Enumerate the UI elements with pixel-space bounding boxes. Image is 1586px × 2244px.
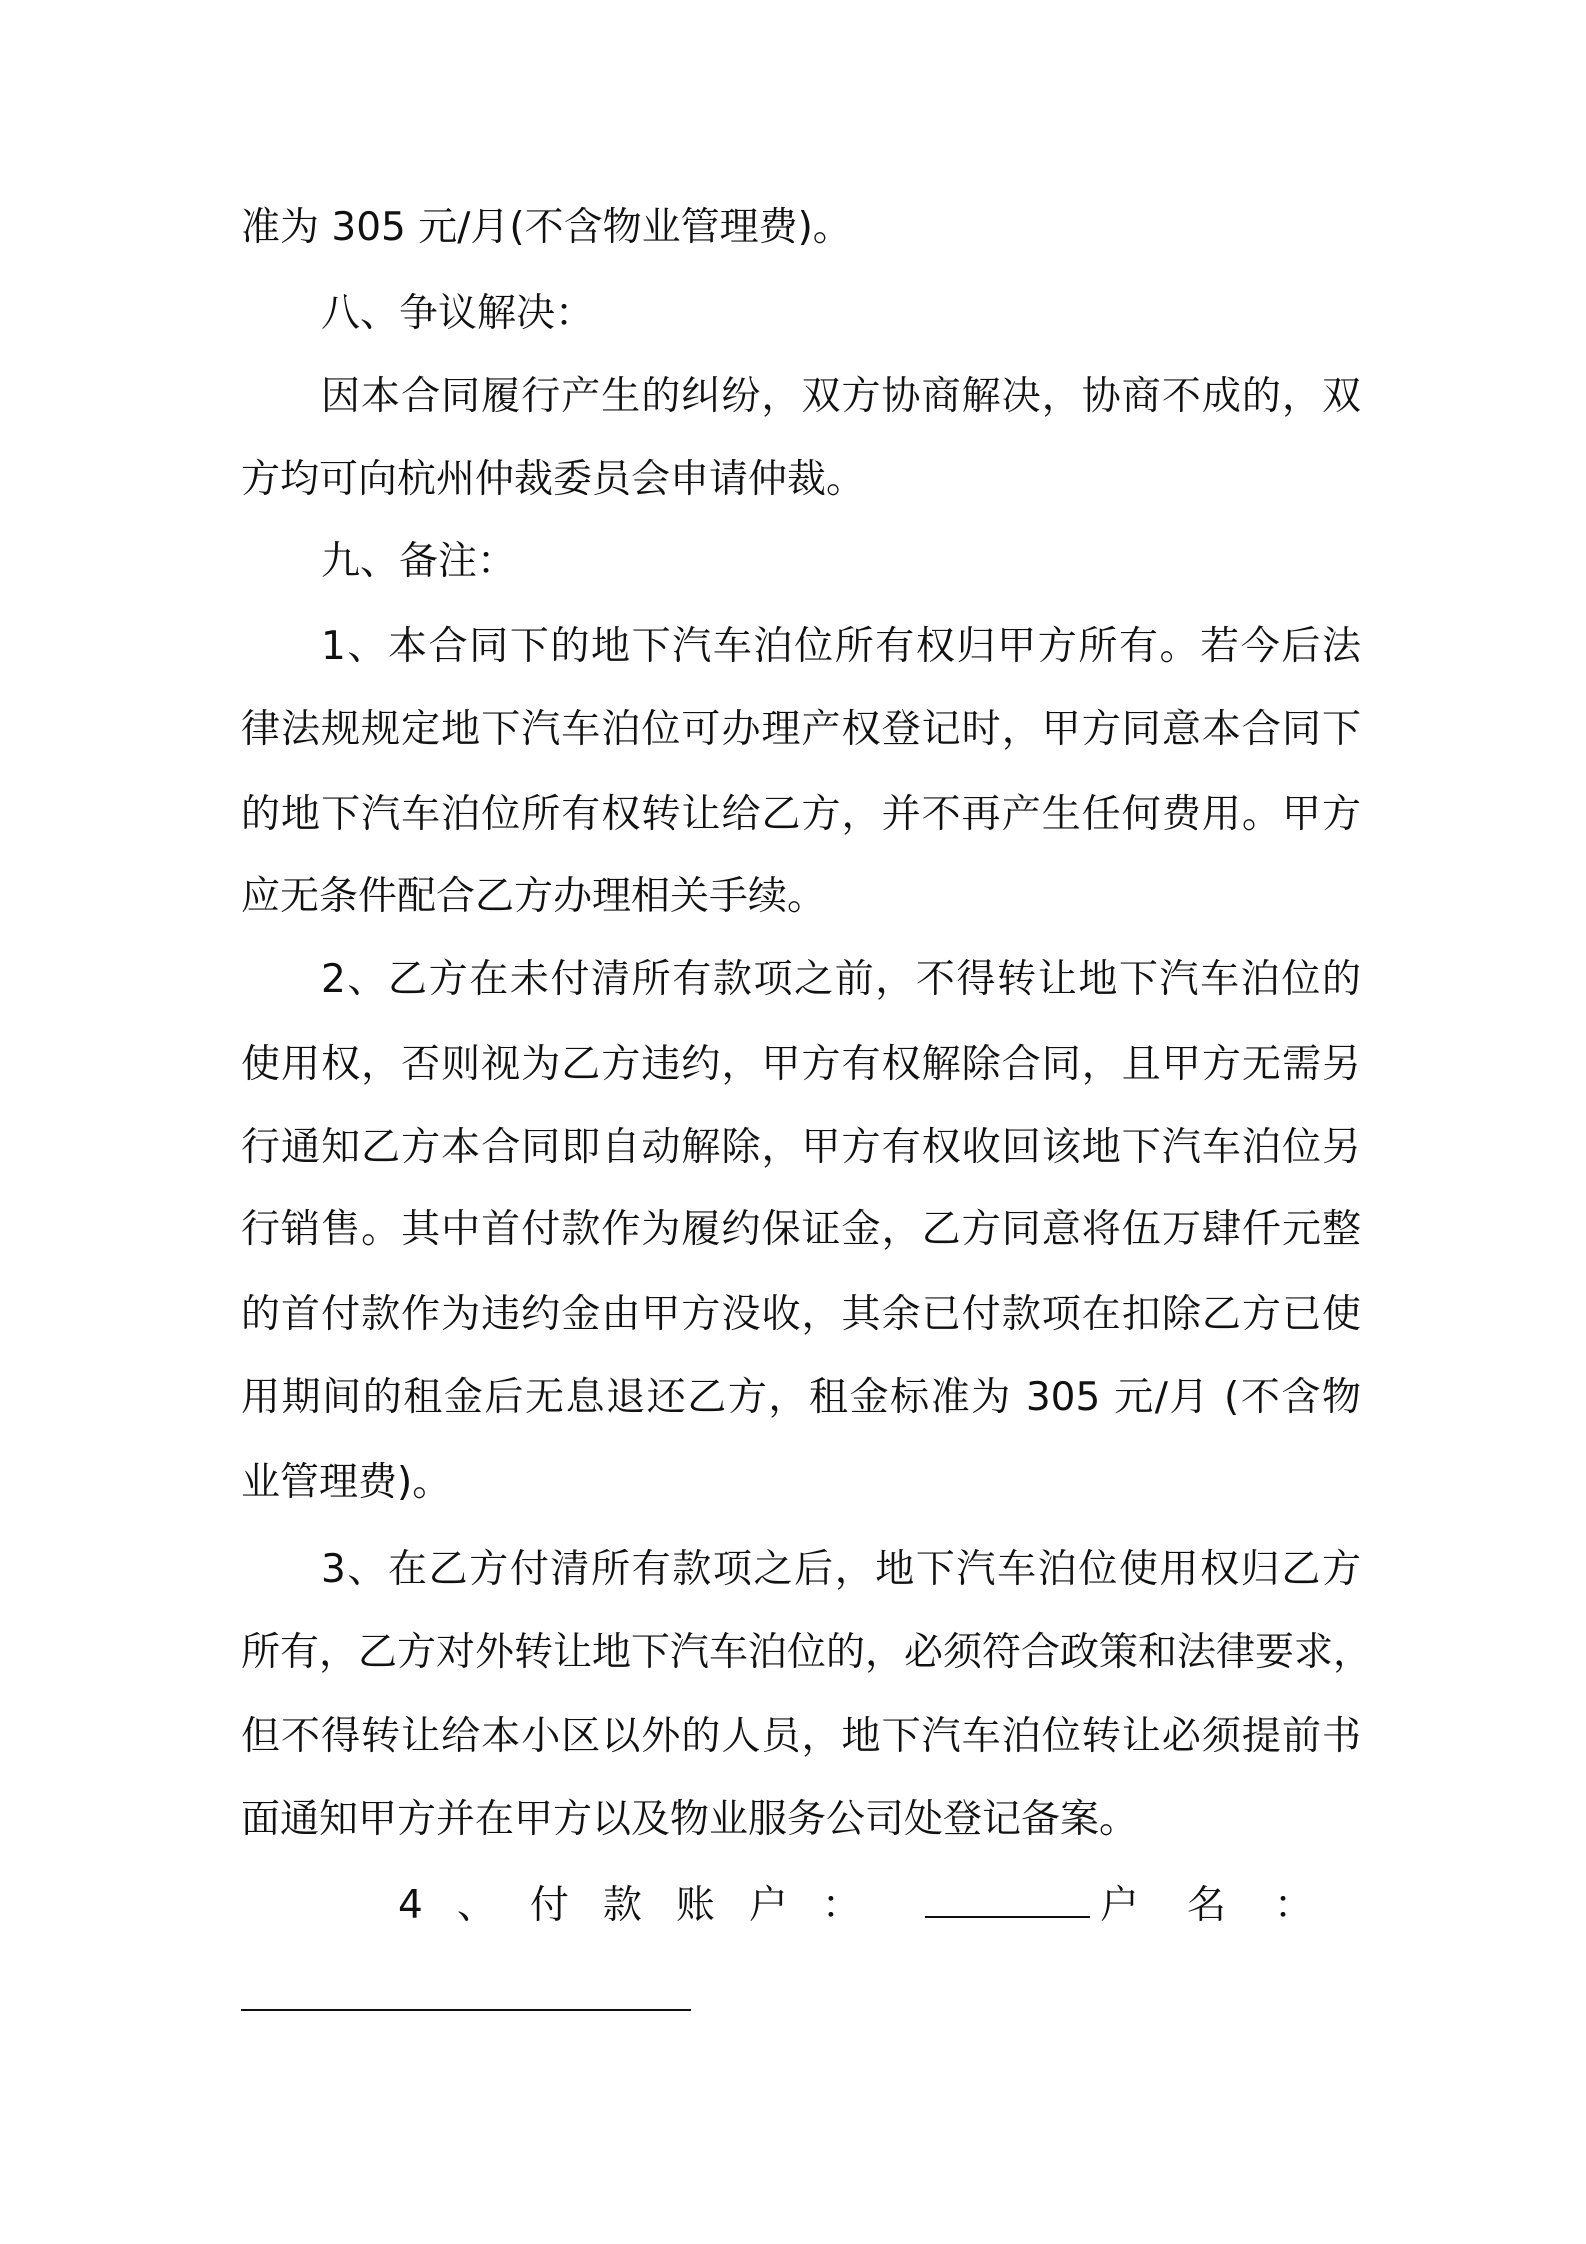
text-line: 应无条件配合乙方办理相关手续。 — [241, 874, 827, 919]
text-line: 业管理费)。 — [241, 1460, 452, 1505]
account-name-blank — [241, 2009, 691, 2011]
text-line: 用期间的租金后无息退还乙方，租金标准为 305 元/月 (不含物 — [241, 1375, 1361, 1420]
text-line: 但不得转让给本小区以外的人员，地下汽车泊位转让必须提前书 — [241, 1714, 1361, 1759]
text-line: 因本合同履行产生的纠纷，双方协商解决，协商不成的，双 — [321, 374, 1361, 419]
text-line: 3、在乙方付清所有款项之后，地下汽车泊位使用权归乙方 — [321, 1547, 1361, 1592]
text-line: 面通知甲方并在甲方以及物业服务公司处登记备案。 — [241, 1797, 1139, 1842]
section-heading-remarks: 九、备注： — [321, 539, 517, 584]
text-line: 的首付款作为违约金由甲方没收，其余已付款项在扣除乙方已使 — [241, 1292, 1361, 1337]
text-line: 律法规规定地下汽车泊位可办理产权登记时，甲方同意本合同下 — [241, 707, 1361, 752]
text-line: 的地下汽车泊位所有权转让给乙方，并不再产生任何费用。甲方 — [241, 792, 1361, 837]
account-name-label: 户名： — [1099, 1883, 1361, 1928]
text-line: 使用权，否则视为乙方违约，甲方有权解除合同，且甲方无需另 — [241, 1042, 1361, 1087]
text-line: 行销售。其中首付款作为履约保证金，乙方同意将伍万肆仟元整 — [241, 1207, 1361, 1252]
text-line: 2、乙方在未付清所有款项之前，不得转让地下汽车泊位的 — [321, 957, 1361, 1002]
text-line: 1、本合同下的地下汽车泊位所有权归甲方所有。若今后法 — [321, 624, 1361, 669]
text-line: 行通知乙方本合同即自动解除，甲方有权收回该地下汽车泊位另 — [241, 1125, 1361, 1170]
payment-account-label: 4、付款账户： — [398, 1883, 895, 1928]
text-line: 方均可向杭州仲裁委员会申请仲裁。 — [241, 457, 866, 502]
text-line: 所有，乙方对外转让地下汽车泊位的，必须符合政策和法律要求， — [241, 1630, 1373, 1675]
section-heading-dispute: 八、争议解决： — [321, 291, 595, 336]
text-line: 准为 305 元/月(不含物业管理费)。 — [241, 205, 852, 250]
payment-account-line — [398, 1880, 1361, 1931]
payment-account-blank — [925, 1880, 1090, 1918]
